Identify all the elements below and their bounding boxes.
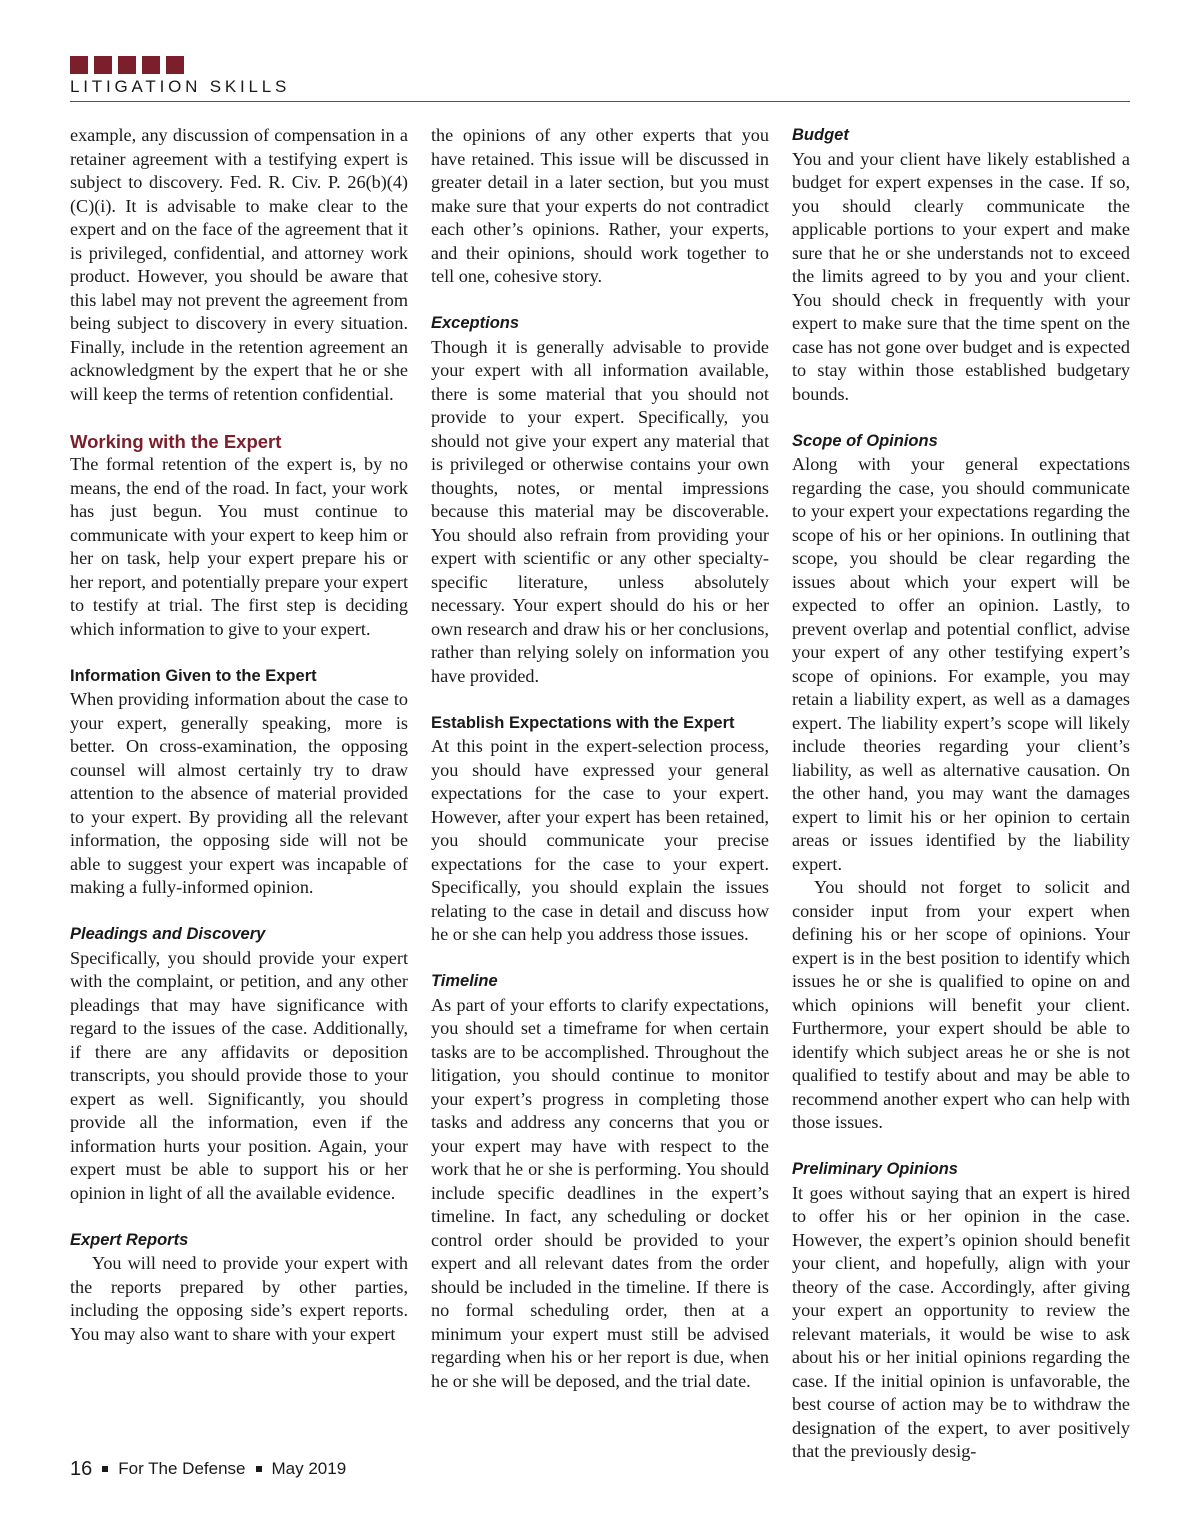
header-square bbox=[94, 56, 112, 74]
page-number: 16 bbox=[70, 1458, 93, 1480]
page-footer bbox=[70, 1457, 346, 1481]
heading-preliminary-opinions: Preliminary Opinions bbox=[792, 1160, 958, 1178]
paragraph: the opinions of any other experts that you have retained. This issue will be discussed in greater detail in a later section, but you must make sure that your experts do not contradict each other’s opinions. Rather, your experts, and their opinions, should work together to tell one, cohesive story. bbox=[431, 125, 769, 286]
header-squares bbox=[70, 56, 1130, 74]
paragraph: The formal retention of the expert is, by no means, the end of the road. In fact, your work has just begun. You must continue to communicate with your expert to keep him or her on task, help your expert prepare his or her report, and potentially prepare your expert to testify at trial. The first step is deciding which information to give to your expert. bbox=[70, 454, 408, 639]
header-square bbox=[166, 56, 184, 74]
paragraph: You and your client have likely established a budget for expert expenses in the case. If so, you should clearly communicate the applicable portions to your expert and make sure that he or she understands not to exceed the limits agreed to by you and your client. You should check in frequently with your expert to make sure that the time spent on the case has not gone over budget and is expected to stay within those established budgetary bounds. bbox=[792, 148, 1130, 404]
heading-timeline: Timeline bbox=[431, 972, 498, 990]
header-square bbox=[142, 56, 160, 74]
heading-expert-reports: Expert Reports bbox=[70, 1230, 189, 1249]
issue-date: May 2019 bbox=[271, 1459, 347, 1478]
footer-bullet bbox=[256, 1466, 262, 1472]
heading-pleadings: Pleadings and Discovery bbox=[70, 925, 266, 943]
heading-information-given: Information Given to the Expert bbox=[70, 666, 317, 685]
paragraph: You will need to provide your expert with the reports prepared by other parties, including the opposing side’s expert reports. You may also want to share with your expert bbox=[70, 1253, 408, 1344]
header-square bbox=[70, 56, 88, 74]
header-square bbox=[118, 56, 136, 74]
heading-establish-expectations: Establish Expectations with the Expert bbox=[431, 713, 735, 732]
footer-bullet bbox=[102, 1466, 108, 1472]
paragraph: At this point in the expert-selection process, you should have expressed your general expectations for the case to your expert. However, after your expert has been retained, you should communicate your precise expectations for the case to your expert. Specifically, you should explain the issues relating to the case in detail and discuss how he or she can help you address those issues. bbox=[431, 736, 769, 944]
heading-scope-of-opinions: Scope of Opinions bbox=[792, 431, 938, 450]
paragraph: When providing information about the case to your expert, generally speaking, more is better. On cross-examination, the opposing counsel will almost certainly try to draw attention to the absence of material provided to your expert. By providing all the relevant information, the opposing side will not be able to suggest your expert was incapable of making a fully-informed opinion. bbox=[70, 689, 408, 897]
paragraph: Specifically, you should provide your expert with the complaint, or petition, and any other pleadings that may have significance with regard to the issues of the case. Additionally, if there are any affidavits or deposition transcripts, you should provide those to your expert as well. Significantly, you should provide all the information, even if the information hurts your position. Again, your expert must be able to support his or her opinion in light of all the available evidence. bbox=[70, 947, 408, 1203]
heading-working-with-expert: Working with the Expert bbox=[70, 430, 282, 452]
column-1 bbox=[70, 124, 408, 1346]
heading-budget: Budget bbox=[792, 126, 849, 144]
page-header bbox=[70, 56, 1130, 97]
paragraph: It goes without saying that an expert is hired to offer his or her opinion in the case. However, the expert’s opinion should benefit your client, and hopefully, align with your theory of the case. Accordingly, after giving your expert an opportunity to review the relevant materials, it would be wise to ask about his or her initial opinions regarding the case. If the initial opinion is unfavorable, the best course of action may be to withdraw the designation of the expert, to aver positively that the previously desig- bbox=[792, 1182, 1130, 1461]
column-2 bbox=[431, 124, 769, 1393]
column-3 bbox=[792, 124, 1130, 1464]
publication-name: For The Defense bbox=[118, 1459, 246, 1478]
paragraph: example, any discussion of compensation in a retainer agreement with a testifying expert is subject to discovery. Fed. R. Civ. P. 26(b)(4)(C)(i). It is advisable to make clear to the expert and on the face of the agreement that it is privileged, confidential, and attorney work product. However, you should be aware that this label may not prevent the agreement from being subject to discovery in every situation. Finally, include in the retention agreement an acknowledgment by the expert that he or she will keep the terms of retention confidential. bbox=[70, 125, 408, 404]
section-label: LITIGATION SKILLS bbox=[70, 77, 291, 96]
paragraph: You should not forget to solicit and consider input from your expert when defining his or her scope of opinions. Your expert is in the best position to identify which issues he or she is qualified to opine on and which opinions will benefit your client. Furthermore, your expert should be able to identify which subject areas he or she is not qualified to testify about and may be able to recommend another expert who can help with those issues. bbox=[792, 877, 1130, 1132]
header-rule bbox=[70, 101, 1130, 102]
heading-exceptions: Exceptions bbox=[431, 314, 520, 332]
paragraph: As part of your efforts to clarify expectations, you should set a timeframe for when certain tasks are to be accomplished. Throughout the litigation, you should continue to monitor your expert’s progress in completing those tasks and address any concerns that you or your expert may have with respect to the work that he or she is performing. You should include specific deadlines in the expert’s timeline. In fact, any scheduling or docket control order should be provided to your expert and all relevant dates from the order should be included in the timeline. If there is no formal scheduling order, then at a minimum your expert must still be advised regarding when his or her report is due, when he or she will be deposed, and the trial date. bbox=[431, 994, 769, 1391]
paragraph: Though it is generally advisable to provide your expert with all information available, there is some material that you should not provide to your expert. Specifically, you should not give your expert any material that is privileged or otherwise contains your own thoughts, notes, or mental impressions because this material may be discoverable. You should also refrain from providing your expert with scientific or any other specialty-specific literature, unless absolutely necessary. Your expert should do his or her own research and draw his or her conclusions, rather than relying solely on information you have provided. bbox=[431, 336, 769, 686]
paragraph: Along with your general expectations regarding the case, you should communicate to your expert your expectations regarding the scope of his or her opinions. In outlining that scope, you should be clear regarding the issues about which your expert will be expected to offer an opinion. Lastly, to prevent overlap and potential conflict, advise your expert of any other testifying expert’s scope of opinions. For example, you may retain a liability expert, as well as a damages expert. The liability expert’s scope will likely include theories regarding your client’s liability, as well as alternative causation. On the other hand, you may want the damages expert to limit his or her opinion to certain areas or issues identified by the liability expert. bbox=[792, 454, 1130, 874]
